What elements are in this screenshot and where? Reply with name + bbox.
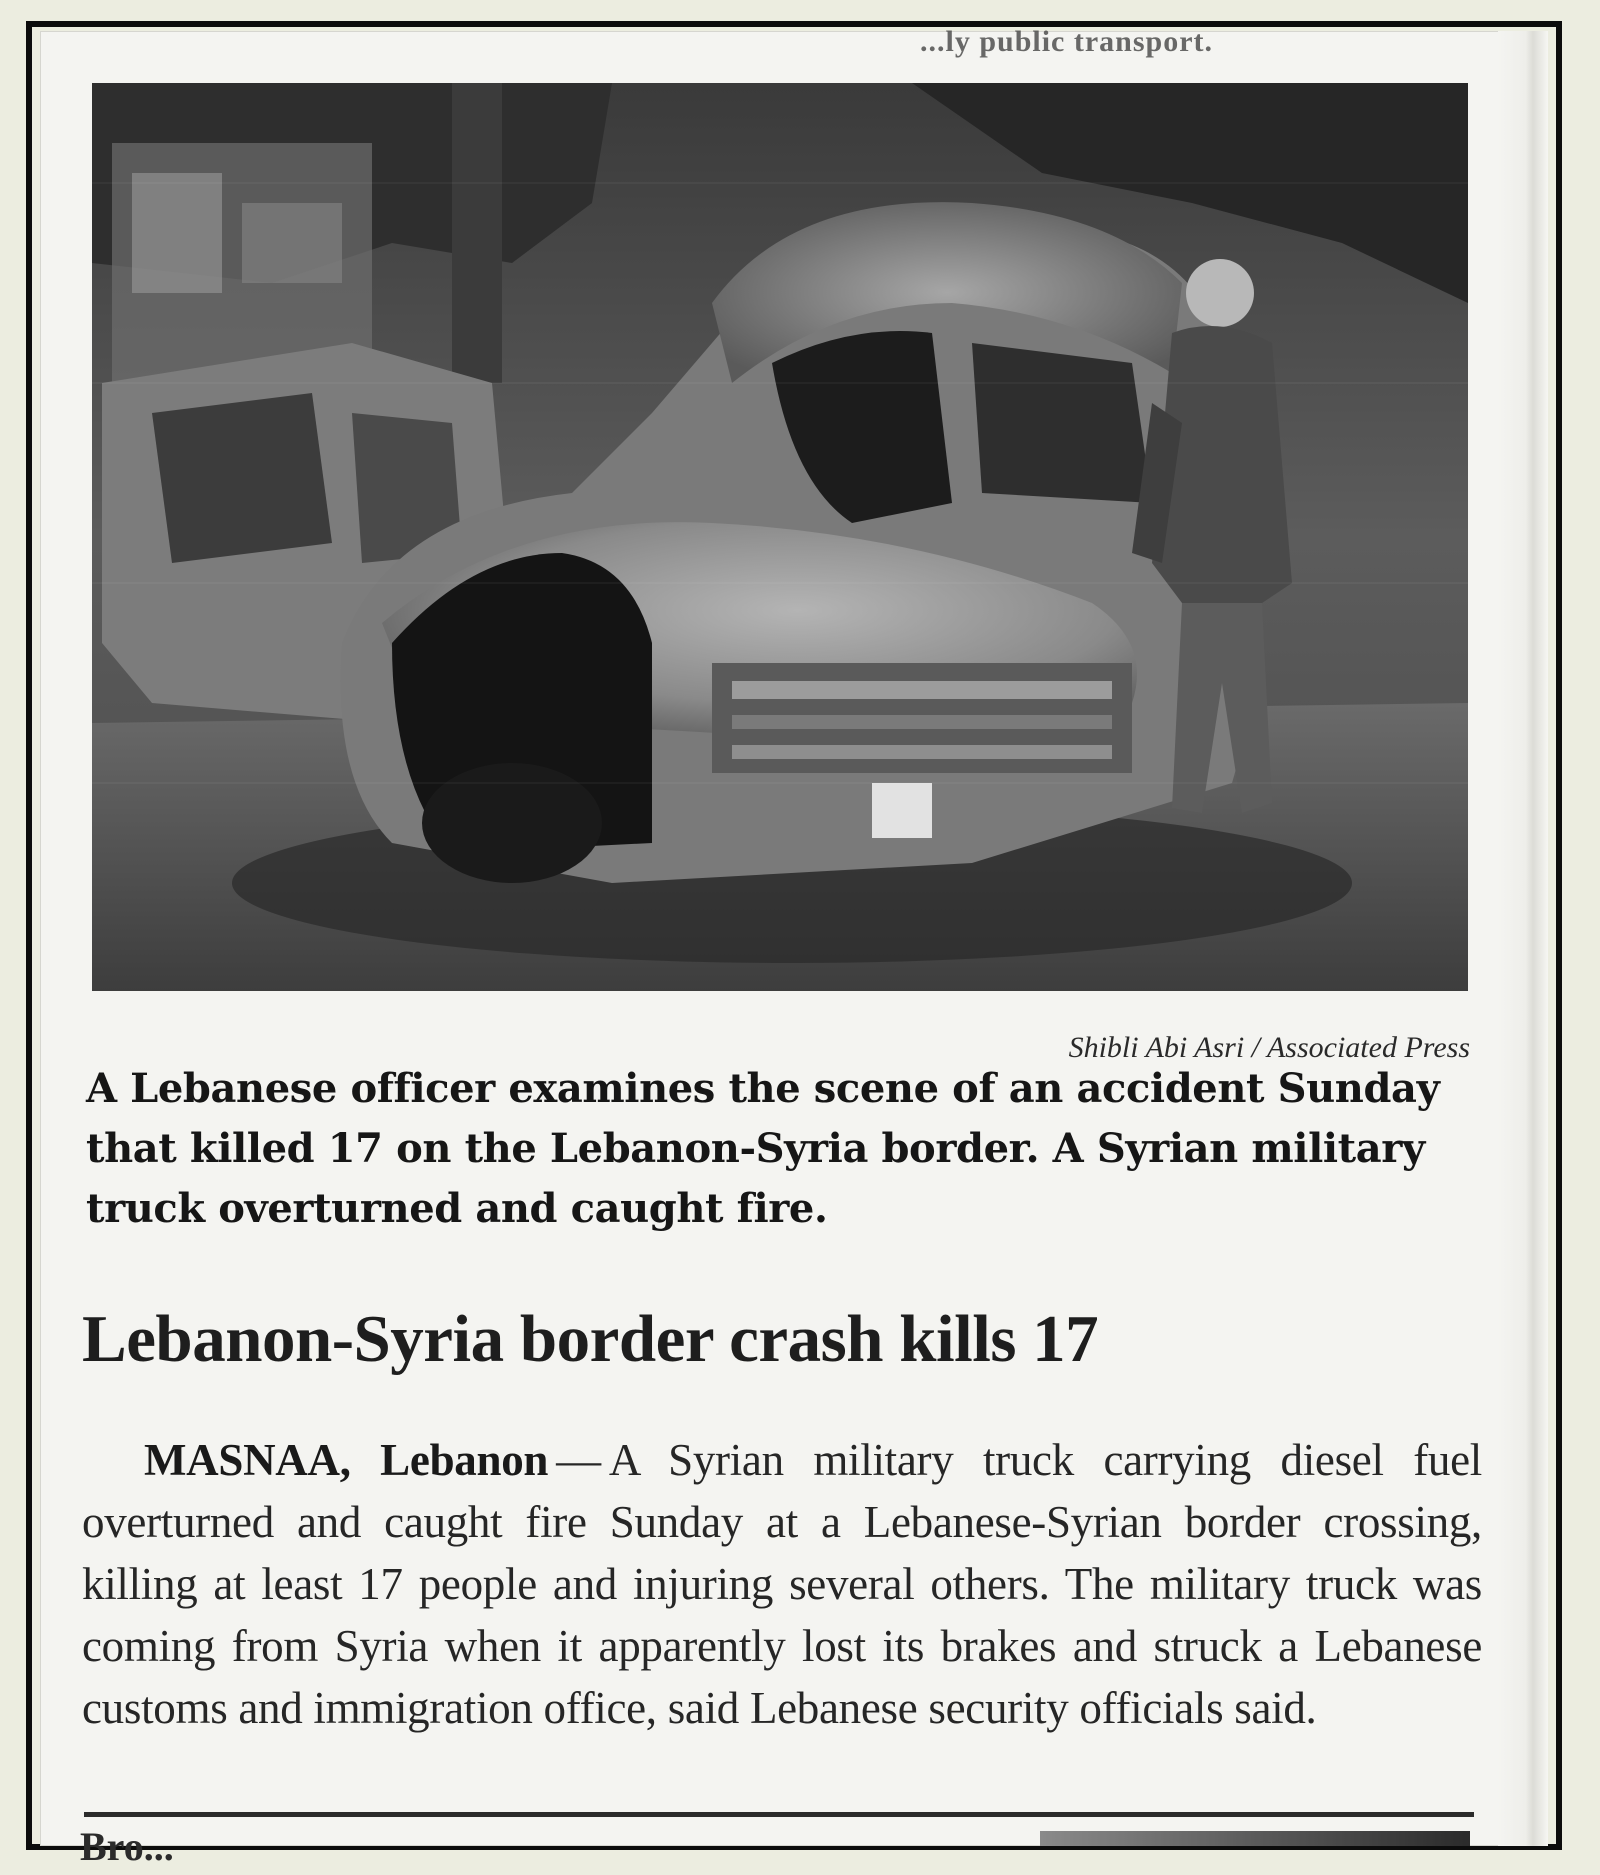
cut-off-previous-text: ...ly public transport.	[920, 25, 1214, 58]
photo-caption: A Lebanese officer examines the scene of an accident Sunday that killed 17 on the Lebanon-Syria border. A Syrian military truck overturned and caught fire.	[86, 1065, 1440, 1232]
section-divider	[84, 1812, 1474, 1817]
dateline: MASNAA, Lebanon	[144, 1435, 549, 1485]
headline: Lebanon-Syria border crash kills 17	[82, 1302, 1099, 1376]
article-text: A Syrian military truck carrying diesel fuel overturned and caught fire Sunday at a Lebanese-Syrian border crossing, killing at least 17 people and injuring several others. The military truck was coming from Syria when it apparently lost its brakes and struck a Lebanese customs and immigration office, said Lebanese security officials said.	[82, 1435, 1482, 1733]
clipping-frame	[26, 21, 1562, 1869]
bottom-shadow-strip	[1040, 1831, 1470, 1846]
wrecked-car-photo-icon	[92, 83, 1468, 991]
next-story-fragment: Bro...	[80, 1824, 174, 1869]
paper-edge	[1498, 31, 1548, 1846]
article-body	[82, 1429, 1482, 1739]
dateline-dash: —	[556, 1435, 601, 1485]
wrecked-car-photo	[92, 83, 1468, 991]
photo-credit: Shibli Abi Asri / Associated Press	[1068, 1031, 1470, 1064]
newspaper-clipping	[40, 25, 1548, 1869]
